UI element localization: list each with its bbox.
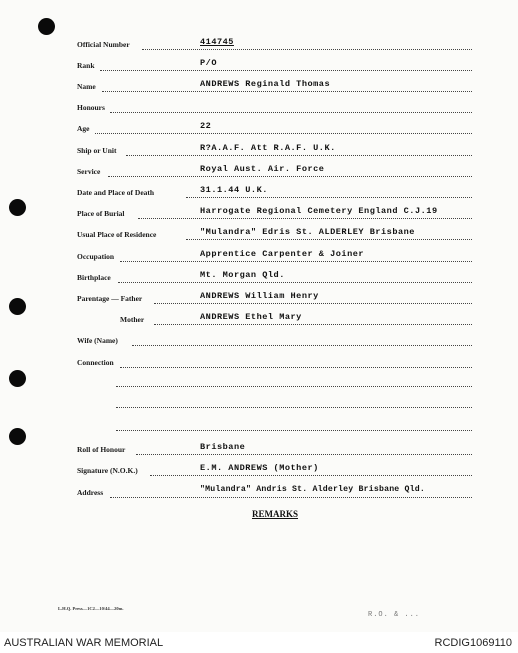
- footer-source: AUSTRALIAN WAR MEMORIAL: [4, 637, 164, 649]
- field-label: Age: [77, 124, 90, 133]
- field-line: [138, 218, 472, 219]
- field-label: Place of Burial: [77, 209, 125, 218]
- field-label: Mother: [120, 315, 145, 324]
- field-value: Brisbane: [200, 442, 246, 452]
- field-line: [154, 303, 472, 304]
- remarks-heading: REMARKS: [252, 509, 299, 519]
- field-value: ANDREWS Reginald Thomas: [200, 79, 331, 89]
- field-line: [120, 261, 472, 262]
- field-line: [116, 386, 472, 387]
- field-label: Honours: [77, 103, 105, 112]
- field-value: Apprentice Carpenter & Joiner: [200, 249, 365, 259]
- field-value: Mt. Morgan Qld.: [200, 270, 285, 280]
- field-value: "Mulandra" Andris St. Alderley Brisbane Qld.: [200, 485, 425, 494]
- punch-hole: [38, 18, 55, 35]
- field-label: Occupation: [77, 252, 115, 261]
- printer-imprint: L.H.Q. Press—1C2—10/44—20m.: [58, 606, 124, 611]
- field-line: [186, 197, 472, 198]
- field-line: [150, 475, 472, 476]
- field-value: R?A.A.F. Att R.A.F. U.K.: [200, 143, 336, 153]
- footer-record-id: RCDIG1069110: [434, 637, 512, 649]
- punch-hole: [9, 370, 26, 387]
- field-label: Date and Place of Death: [77, 188, 155, 197]
- field-label: Address: [77, 488, 104, 497]
- field-value: Royal Aust. Air. Force: [200, 164, 325, 174]
- field-label: Rank: [77, 61, 95, 70]
- field-line: [108, 176, 472, 177]
- field-value: E.M. ANDREWS (Mother): [200, 463, 319, 473]
- field-line: [110, 497, 472, 498]
- field-value: P/O: [200, 58, 217, 68]
- archive-stamp: R.O. & ...: [368, 611, 421, 619]
- punch-hole: [9, 428, 26, 445]
- field-line: [186, 239, 472, 240]
- field-value: "Mulandra" Edris St. ALDERLEY Brisbane: [200, 227, 415, 237]
- field-value: Harrogate Regional Cemetery England C.J.19: [200, 206, 438, 216]
- field-line: [118, 282, 472, 283]
- field-line: [102, 91, 472, 92]
- field-label: Name: [77, 82, 96, 91]
- field-label: Connection: [77, 358, 114, 367]
- field-value: 31.1.44 U.K.: [200, 185, 268, 195]
- field-label: Official Number: [77, 40, 130, 49]
- field-line: [132, 345, 472, 346]
- field-label: Wife (Name): [77, 336, 118, 345]
- field-line: [116, 430, 472, 431]
- field-line: [116, 407, 472, 408]
- field-label: Usual Place of Residence: [77, 230, 157, 239]
- field-line: [136, 454, 472, 455]
- field-label: Parentage — Father: [77, 294, 143, 303]
- field-line: [126, 155, 472, 156]
- punch-hole: [9, 199, 26, 216]
- field-value: 414745: [200, 37, 234, 47]
- field-line: [120, 367, 472, 368]
- field-label: Birthplace: [77, 273, 111, 282]
- field-value: ANDREWS William Henry: [200, 291, 319, 301]
- field-label: Roll of Honour: [77, 445, 126, 454]
- field-label: Signature (N.O.K.): [77, 466, 138, 475]
- field-line: [95, 133, 472, 134]
- punch-hole: [9, 298, 26, 315]
- field-value: 22: [200, 121, 212, 131]
- field-line: [154, 324, 472, 325]
- field-line: [142, 49, 472, 50]
- field-line: [110, 112, 472, 113]
- field-label: Service: [77, 167, 101, 176]
- field-line: [100, 70, 472, 71]
- field-label: Ship or Unit: [77, 146, 117, 155]
- field-value: ANDREWS Ethel Mary: [200, 312, 302, 322]
